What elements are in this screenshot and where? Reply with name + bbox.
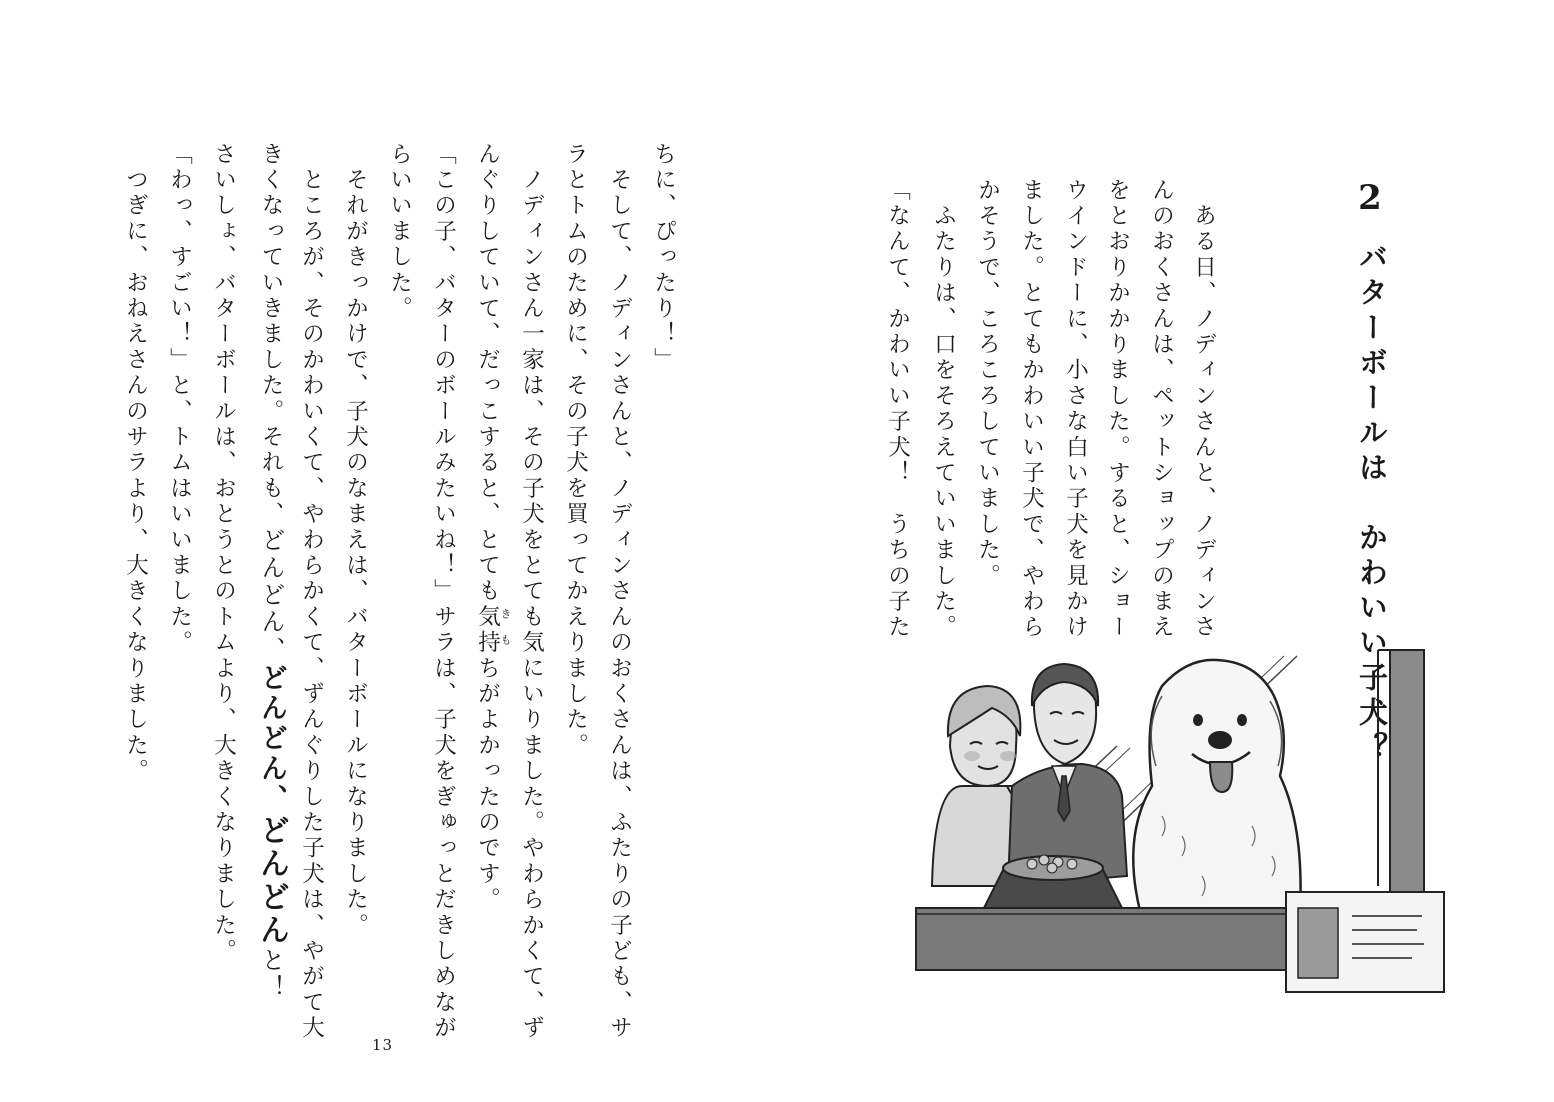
text-line: 「わっ、すごい！」と、トムはいいました。 (166, 142, 193, 656)
display-counter (916, 908, 1316, 970)
text-line: ちに、ぴったり！」 (650, 142, 677, 374)
text-line: ふたりは、口をそろえていいました。 (930, 178, 957, 641)
text-line: ある日、ノディンさんと、ノディンさ (1190, 178, 1217, 641)
chapter-title: バターボールは かわいい子犬？ (1355, 242, 1389, 767)
emphasis-word: と！ (257, 947, 285, 1002)
text-line: つぎに、おねえさんのサラより、大きくなりました。 (122, 142, 149, 785)
emphasis-word: どんどん、 (256, 663, 287, 815)
text-line: ウインドーに、小さな白い子犬を見かけ (1062, 178, 1089, 641)
chapter-number: 2 (1358, 178, 1382, 218)
text-line: ました。とてもかわいい子犬で、やわら (1018, 178, 1045, 641)
text-line: さいしょ、バターボールは、おとうとのトムより、大きくなりました。 (210, 142, 237, 965)
text-line: そして、ノディンさんと、ノディンさんのおくさんは、ふたりの子ども、サ (606, 142, 633, 1042)
text-line: ノディンさん一家は、その子犬をとても気にいりました。やわらかくて、ず (518, 142, 545, 1042)
text-line: んのおくさんは、ペットショップのまえ (1148, 178, 1175, 641)
text-line: ラとトムのために、その子犬を買ってかえりました。 (562, 142, 589, 759)
text-line: 「なんて、かわいい子犬！ うちの子た (884, 178, 911, 641)
dog-icon (1133, 660, 1300, 911)
emphasis-word: どんどん (254, 814, 289, 948)
ruby-reading: き も (499, 608, 512, 647)
emphasis-word: どんどん、 (257, 527, 285, 664)
text-line: それがきっかけで、子犬のなまえは、バターボールになりました。 (342, 142, 369, 939)
text-line: かそうで、ころころしていました。 (974, 178, 1001, 590)
text-line: らいいました。 (386, 142, 413, 322)
price-card-icon (1286, 892, 1444, 992)
man-icon (1008, 664, 1127, 886)
text-line-emphasis (254, 142, 289, 1002)
text-line: ところが、そのかわいくて、やわらかくて、ずんぐりした子犬は、やがて大 (298, 142, 325, 1042)
pet-shop-illustration (912, 636, 1472, 996)
text-line: をとおりかかりました。すると、ショー (1104, 178, 1131, 641)
text-line-start: きくなっていきました。それも、 (258, 142, 284, 528)
text-line: んぐりしていて、だっこすると、とても気持ちがよかったのです。 (474, 142, 501, 913)
text-line: 「この子、バターのボールみたいね！」サラは、子犬をぎゅっとだきしめなが (430, 142, 457, 1042)
page-number: 13 (372, 1036, 394, 1054)
